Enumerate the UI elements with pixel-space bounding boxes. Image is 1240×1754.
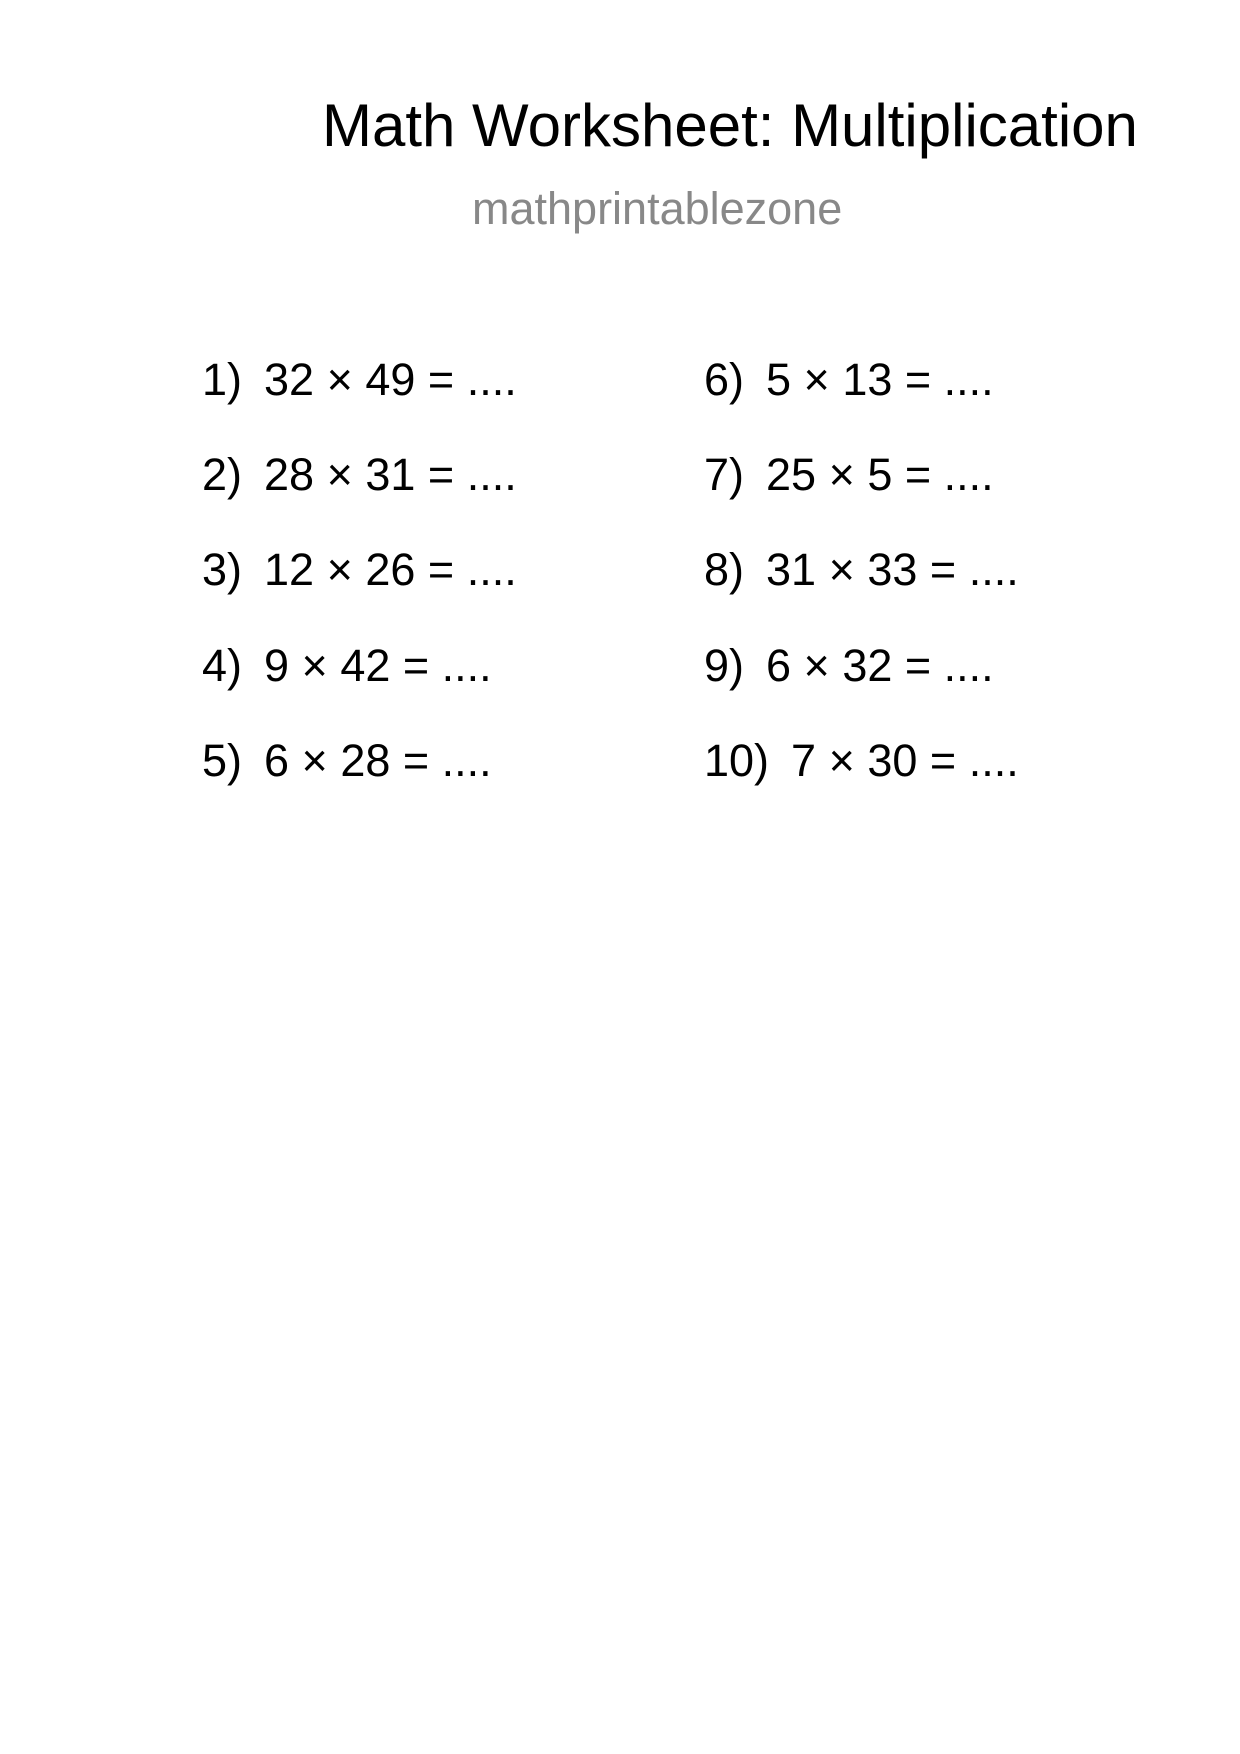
problem-expression: 5 × 13 = .... [766, 354, 994, 405]
problem-number: 6) [704, 354, 745, 405]
worksheet-subtitle: mathprintablezone [472, 183, 843, 234]
problem-number: 4) [202, 640, 243, 691]
worksheet-title: Math Worksheet: Multiplication [322, 92, 1138, 159]
problem-item [704, 640, 994, 691]
problem-number: 2) [202, 449, 243, 500]
problem-number: 10) [704, 735, 770, 786]
problem-expression: 7 × 30 = .... [791, 735, 1019, 786]
problem-expression: 25 × 5 = .... [766, 449, 994, 500]
problem-item [202, 449, 517, 500]
problem-expression: 9 × 42 = .... [264, 640, 492, 691]
problem-number: 9) [704, 640, 745, 691]
problem-item [704, 449, 994, 500]
problem-expression: 32 × 49 = .... [264, 354, 517, 405]
problem-item [704, 354, 994, 405]
problem-item [202, 640, 492, 691]
problem-item [202, 354, 517, 405]
problem-number: 7) [704, 449, 745, 500]
problem-number: 8) [704, 544, 745, 595]
problem-expression: 28 × 31 = .... [264, 449, 517, 500]
problem-number: 3) [202, 544, 243, 595]
problem-expression: 6 × 32 = .... [766, 640, 994, 691]
problem-expression: 6 × 28 = .... [264, 735, 492, 786]
problem-number: 1) [202, 354, 243, 405]
problem-number: 5) [202, 735, 243, 786]
problem-expression: 12 × 26 = .... [264, 544, 517, 595]
problem-item [202, 735, 492, 786]
problem-item [704, 735, 1019, 786]
problem-item [202, 544, 517, 595]
problem-expression: 31 × 33 = .... [766, 544, 1019, 595]
problem-item [704, 544, 1019, 595]
